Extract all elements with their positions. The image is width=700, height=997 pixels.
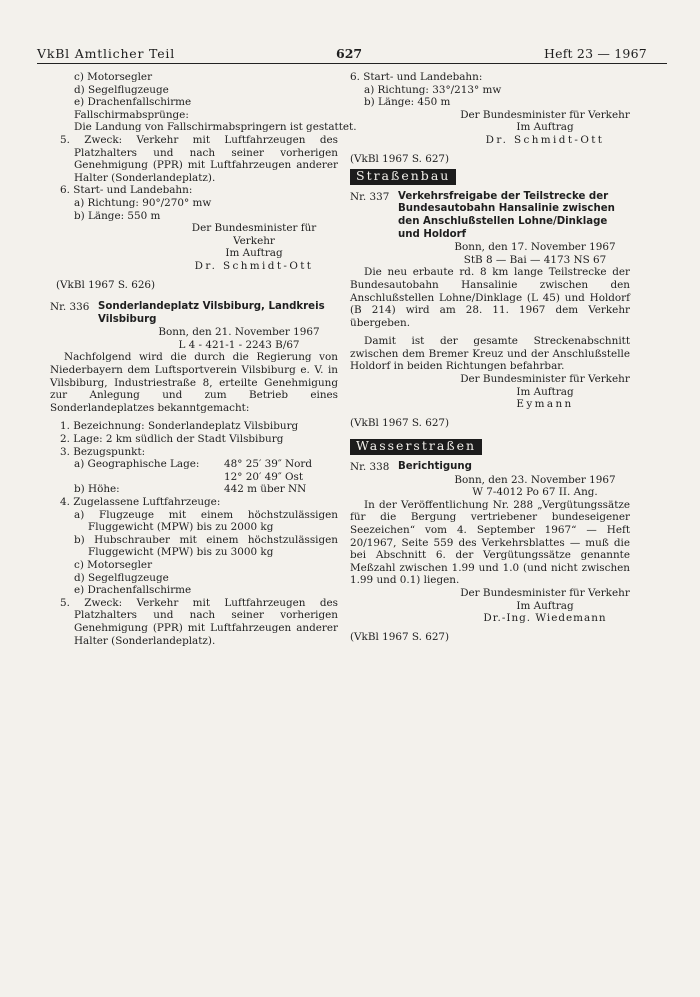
left-column xyxy=(50,71,357,647)
list-item: c) Motorsegler xyxy=(74,71,153,83)
notice-title: Sonderlandeplatz Vilsbiburg, Landkreis Vilsbiburg xyxy=(98,301,325,325)
reference: (VkBl 1967 S. 626) xyxy=(56,278,156,291)
list-item: a) Flugzeuge mit einem höchstzulässigen Fluggewicht (MPW) bis zu 2000 kg xyxy=(74,508,338,534)
list-item: b) Länge: 450 m xyxy=(364,96,451,109)
notice-number: Nr. 338 xyxy=(350,461,390,474)
list-item: e) Drachenfallschirme xyxy=(74,96,192,109)
signature-order: Im Auftrag xyxy=(516,599,574,612)
signature-authority: Der Bundesminister für Verkehr xyxy=(191,222,317,247)
signature-name: Dr.-Ing. Wiedemann xyxy=(483,612,607,625)
reference: (VkBl 1967 S. 627) xyxy=(350,630,450,643)
signature-name: Eymann xyxy=(516,398,574,411)
list-item: e) Drachenfallschirme xyxy=(74,584,192,597)
section-heading-wasserstrassen: Wasserstraßen xyxy=(350,439,482,455)
paragraph: In der Veröffentlichung Nr. 288 „Vergütungssätze für die Bergung vertriebener bundeseigener Seezeichen“ vom 4. September 1967“ — Heft 20/1967, Seite 559 des Verkehrsblattes — muß die bei Abschnitt 6. der Vergütungssätze genannte Meßzahl zwischen 1.99 und 1.0 (und nicht zwischen 1.99 und 0.1) liegen. xyxy=(350,498,630,587)
notice-number: Nr. 336 xyxy=(50,301,90,314)
list-item: a) Richtung: 33°/213° mw xyxy=(364,83,502,96)
list-item: b) Länge: 550 m xyxy=(74,209,161,222)
list-item: 1. Bezeichnung: Sonderlandeplatz Vilsbiburg xyxy=(60,420,299,433)
list-item: Fallschirmabsprünge: xyxy=(74,108,189,121)
signature-name: Dr. Schmidt-Ott xyxy=(194,259,314,272)
list-item: d) Segelflugzeuge xyxy=(74,571,169,584)
notice-title: Verkehrsfreigabe der Teilstrecke der Bundesautobahn Hansalinie zwischen den Anschlußstellen Lohne/Dinklage und Holdorf xyxy=(398,190,615,240)
reference: (VkBl 1967 S. 627) xyxy=(350,152,450,165)
list-item xyxy=(60,471,338,484)
notice-date: Bonn, den 23. November 1967 xyxy=(454,473,616,486)
paragraph: Damit ist der gesamte Streckenabschnitt zwischen dem Bremer Kreuz und der Anschlußstelle Holdorf in beiden Richtungen befahrbar. xyxy=(350,335,630,373)
list-item: 5. Zweck: Verkehr mit Luftfahrzeugen des Platzhalters und nach seiner vorherigen Genehmigung (PPR) mit Luftfahrzeugen anderer Halter (Sonderlandeplatz). xyxy=(60,596,338,647)
signature-authority: Der Bundesminister für Verkehr xyxy=(460,586,630,599)
list-item-label: a) Geographische Lage: xyxy=(74,458,200,471)
notice-number: Nr. 337 xyxy=(350,190,390,203)
list-item: 2. Lage: 2 km südlich der Stadt Vilsbiburg xyxy=(60,433,284,446)
list-item: 4. Zugelassene Luftfahrzeuge: xyxy=(60,496,221,508)
signature-name: Dr. Schmidt-Ott xyxy=(485,133,605,146)
right-column xyxy=(350,71,630,643)
paragraph: Nachfolgend wird die durch die Regierung von Niederbayern dem Luftsportverein Vilsbiburg e. V. in Vilsbiburg, Industriestraße 8, erteilte Genehmigung zur Anlegung und zum Betrieb eines Sonderlandeplatzes bekanntgemacht: xyxy=(50,351,338,414)
list-item-value: 48° 25′ 39″ Nord xyxy=(224,458,312,471)
signature-authority: Der Bundesminister für Verkehr xyxy=(460,108,630,121)
section-heading-strassenbau: Straßenbau xyxy=(350,169,456,185)
list-item: 6. Start- und Landebahn: xyxy=(60,184,193,197)
list-item: 3. Bezugspunkt: xyxy=(60,445,146,458)
notice-date: Bonn, den 21. November 1967 xyxy=(158,326,320,339)
header-rule xyxy=(37,63,667,64)
signature-order: Im Auftrag xyxy=(225,247,283,260)
file-reference: StB 8 — Bai — 4173 NS 67 xyxy=(463,253,607,266)
notice-date: Bonn, den 17. November 1967 xyxy=(454,241,616,254)
list-item: b) Hubschrauber mit einem höchstzulässigen Fluggewicht (MPW) bis zu 3000 kg xyxy=(74,533,338,559)
list-item-value: 442 m über NN xyxy=(224,483,307,496)
signature-order: Im Auftrag xyxy=(516,121,574,134)
issue-label: Heft 23 — 1967 xyxy=(544,46,647,61)
notice-title: Berichtigung xyxy=(398,461,472,473)
header-journal-title: VkBl Amtlicher Teil xyxy=(37,46,176,61)
list-item: 6. Start- und Landebahn: xyxy=(350,71,483,83)
list-item-label: b) Höhe: xyxy=(74,483,120,496)
file-reference: W 7-4012 Po 67 II. Ang. xyxy=(472,486,598,499)
notice-heading xyxy=(350,190,630,241)
list-item: 5. Zweck: Verkehr mit Luftfahrzeugen des Platzhalters und nach seiner vorherigen Genehmigung (PPR) mit Luftfahrzeugen anderer Halter (Sonderlandeplatz). xyxy=(60,133,338,184)
reference: (VkBl 1967 S. 627) xyxy=(350,416,450,429)
file-reference: L 4 - 421-1 - 2243 B/67 xyxy=(178,338,300,351)
list-item xyxy=(60,458,338,471)
list-item-value: 12° 20′ 49″ Ost xyxy=(224,470,304,483)
notice-heading xyxy=(50,301,338,326)
signature-authority: Der Bundesminister für Verkehr xyxy=(460,373,630,386)
list-item: d) Segelflugzeuge xyxy=(74,83,169,96)
list-item: Die Landung von Fallschirmabspringern ist gestattet. xyxy=(74,121,357,134)
list-item: a) Richtung: 90°/270° mw xyxy=(74,196,212,209)
notice-heading xyxy=(350,461,630,474)
signature-order: Im Auftrag xyxy=(516,385,574,398)
paragraph: Die neu erbaute rd. 8 km lange Teilstrecke der Bundesautobahn Hansalinie zwischen den Anschlußstellen Lohne/Dinklage (L 45) und Holdorf (B 214) wird am 28. 11. 1967 dem Verkehr übergeben. xyxy=(350,266,630,329)
list-item xyxy=(60,483,338,496)
list-item: c) Motorsegler xyxy=(74,558,153,571)
page-number: 627 xyxy=(336,46,363,61)
